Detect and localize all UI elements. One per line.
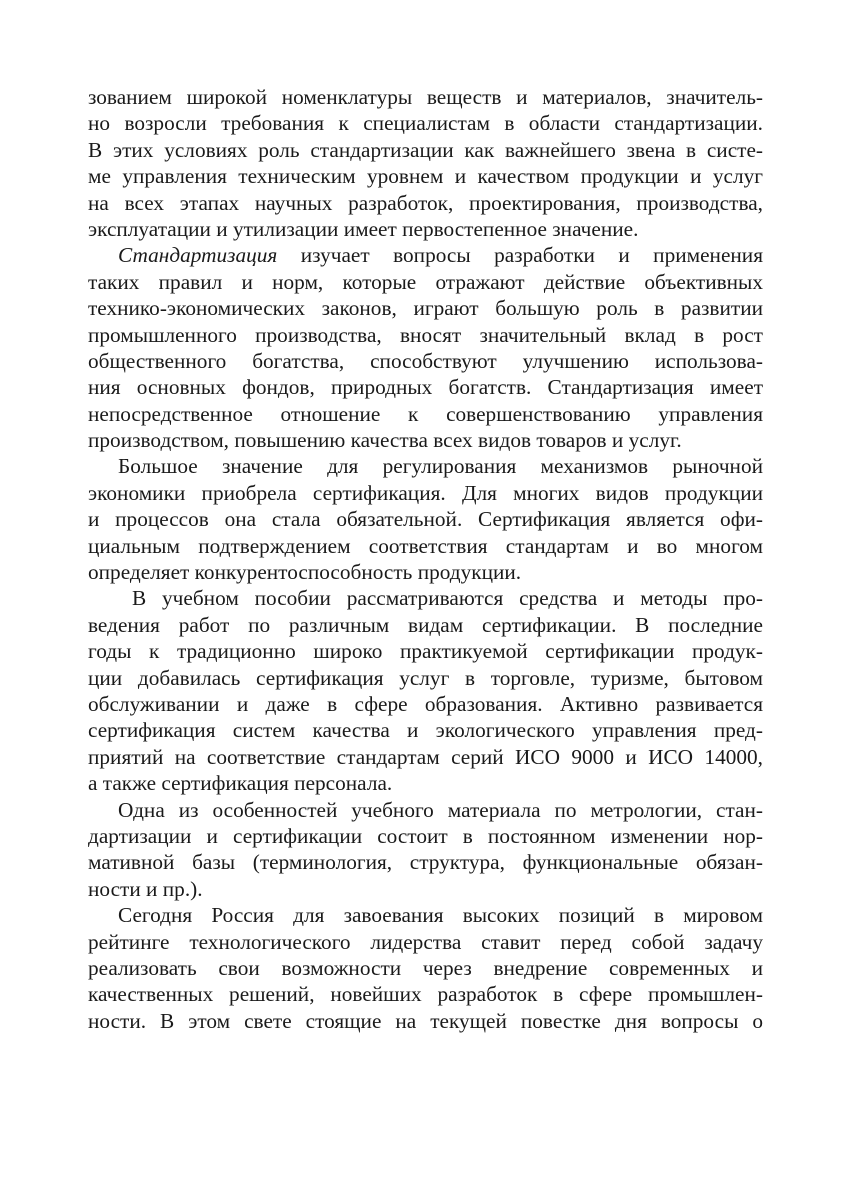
text-line: технико-экономических законов, играют большую роль в развитии xyxy=(88,296,763,321)
text-line: промышленного производства, вносят значительный вклад в рост xyxy=(88,322,763,347)
text-line xyxy=(88,242,763,268)
text-line: непосредственное отношение к совершенствованию управления xyxy=(88,401,763,426)
paragraph xyxy=(88,585,763,796)
text-line: ции добавилась сертификация услуг в торговле, туризме, бытовом xyxy=(88,665,763,690)
text-line: годы к традиционно широко практикуемой сертификации продук- xyxy=(88,639,763,664)
text-line: качественных решений, новейших разработок в сфере промышлен- xyxy=(88,982,763,1007)
text-line: Большое значение для регулирования механизмов рыночной xyxy=(118,454,763,479)
text-line: рейтинге технологического лидерства ставит перед собой задачу xyxy=(88,929,763,954)
text-span: изучает вопросы разработки и применения xyxy=(277,243,763,268)
text-line: В этих условиях роль стандартизации как важнейшего звена в систе- xyxy=(88,137,763,162)
text-line: Одна из особенностей учебного материала по метрологии, стан- xyxy=(118,797,763,822)
text-line: но возросли требования к специалистам в области стандартизации. xyxy=(88,111,763,136)
text-line: ности и пр.). xyxy=(88,876,203,901)
paragraph xyxy=(88,797,763,903)
text-line: зованием широкой номенклатуры веществ и материалов, значитель- xyxy=(88,85,763,109)
text-line: и процессов она стала обязательной. Сертификация является офи- xyxy=(88,507,763,532)
text-line: приятий на соответствие стандартам серий ИСО 9000 и ИСО 14000, xyxy=(88,744,763,769)
text-line: ности. В этом свете стоящие на текущей повестке дня вопросы о xyxy=(88,1008,763,1033)
document-page xyxy=(88,84,763,1034)
text-line: мативной базы (терминология, структура, функциональные обязан- xyxy=(88,850,763,875)
text-line: экономики приобрела сертификация. Для многих видов продукции xyxy=(88,480,763,505)
paragraph xyxy=(88,453,763,585)
text-line: производством, повышению качества всех видов товаров и услуг. xyxy=(88,428,682,453)
paragraph xyxy=(88,84,763,242)
text-line: эксплуатации и утилизации имеет первостепенное значение. xyxy=(88,216,639,241)
text-line: а также сертификация персонала. xyxy=(88,771,393,796)
text-line: Сегодня Россия для завоевания высоких позиций в мировом xyxy=(118,903,763,928)
text-line: ния основных фондов, природных богатств. Стандартизация имеет xyxy=(88,375,763,400)
text-line: определяет конкурентоспособность продукции. xyxy=(88,560,522,585)
text-line: дартизации и сертификации состоит в постоянном изменении нор- xyxy=(88,823,763,848)
paragraph xyxy=(88,242,763,453)
text-line: сертификация систем качества и экологического управления пред- xyxy=(88,718,763,743)
paragraph xyxy=(88,902,763,1034)
text-line: ме управления техническим уровнем и качеством продукции и услуг xyxy=(88,164,763,189)
italic-term: Стандартизация xyxy=(118,243,278,268)
text-line: таких правил и норм, которые отражают действие объективных xyxy=(88,269,763,294)
text-line: на всех этапах научных разработок, проектирования, производства, xyxy=(88,190,763,215)
text-line: циальным подтверждением соответствия стандартам и во многом xyxy=(88,533,763,558)
text-line: общественного богатства, способствуют улучшению использова- xyxy=(88,348,763,373)
text-line: ведения работ по различным видам сертификации. В последние xyxy=(88,612,763,637)
text-line: реализовать свои возможности через внедрение современных и xyxy=(88,955,763,980)
text-line: обслуживании и даже в сфере образования. Активно развивается xyxy=(88,691,763,716)
text-line: В учебном пособии рассматриваются средства и методы про- xyxy=(132,586,763,611)
